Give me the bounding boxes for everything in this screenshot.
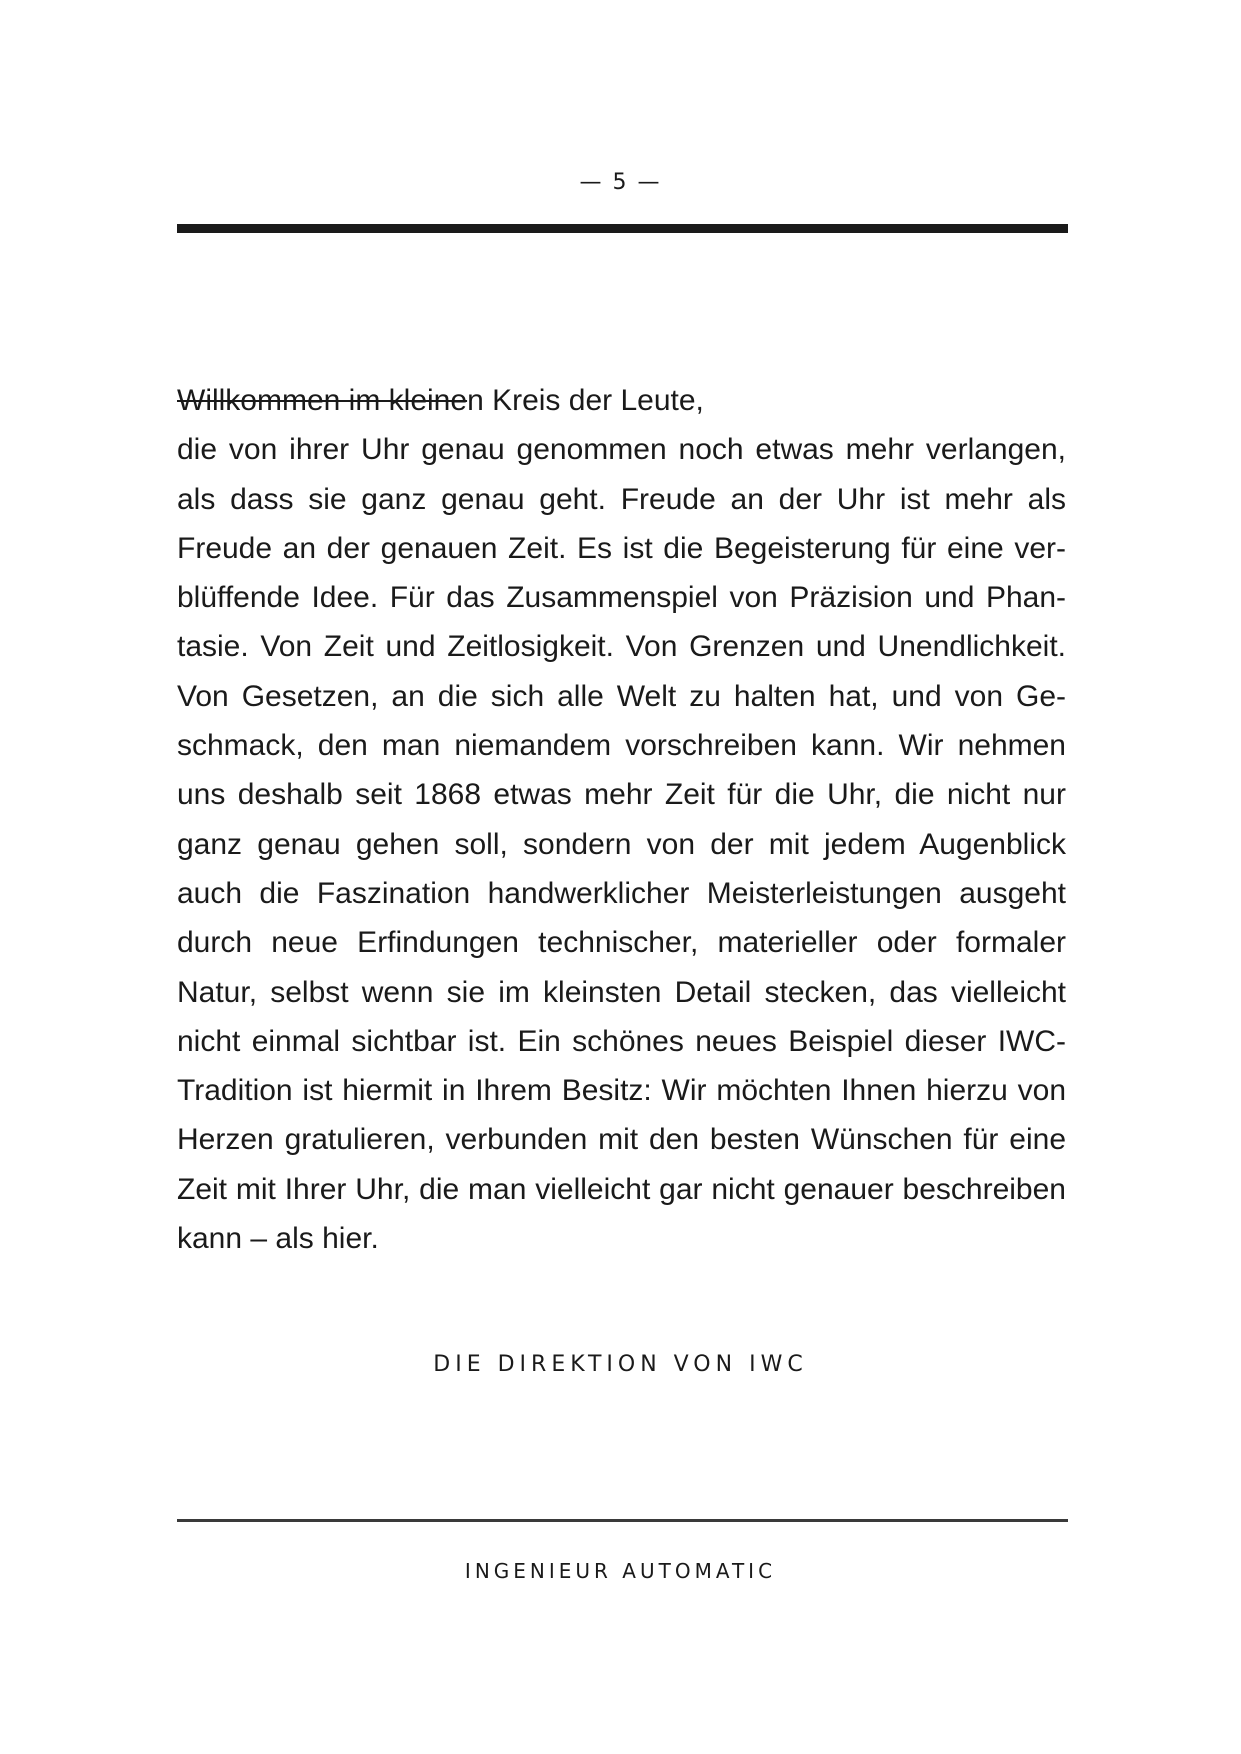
letter-line: nicht einmal sichtbar ist. Ein schönes neues Beispiel dieser IWC- [177, 1024, 1066, 1058]
letter-line: Herzen gratulieren, verbunden mit den besten Wünschen für eine [177, 1123, 1066, 1157]
top-divider [177, 224, 1068, 233]
letter-line: Freude an der genauen Zeit. Es ist die Begeisterung für eine ver- [177, 531, 1066, 565]
bottom-divider [177, 1519, 1068, 1522]
letter-line: Natur, selbst wenn sie im kleinsten Detail stecken, das vielleicht [177, 975, 1066, 1009]
letter-line-1-rest: n Kreis der Leute, [467, 384, 704, 417]
signature: DIE DIREKTION VON IWC [433, 1352, 808, 1377]
footer-model-name: INGENIEUR AUTOMATIC [464, 1559, 777, 1583]
letter-line: die von ihrer Uhr genau genommen noch etwas mehr verlangen, [177, 433, 1066, 467]
letter-line: tasie. Von Zeit und Zeitlosigkeit. Von Grenzen und Unendlichkeit. [177, 630, 1066, 664]
letter-line: Tradition ist hiermit in Ihrem Besitz: Wir möchten Ihnen hierzu von [177, 1074, 1066, 1108]
letter-line: Von Gesetzen, an die sich alle Welt zu halten hat, und von Ge- [177, 679, 1066, 713]
letter-line: durch neue Erfindungen technischer, materieller oder formaler [177, 926, 1066, 960]
letter-line: ganz genau gehen soll, sondern von der mit jedem Augenblick [177, 827, 1066, 861]
letter-line: blüffende Idee. Für das Zusammenspiel von Präzision und Phan- [177, 581, 1066, 615]
struck-text: Willkommen im kleine [177, 384, 468, 417]
letter-line: Zeit mit Ihrer Uhr, die man vielleicht gar nicht genauer beschreiben [177, 1172, 1066, 1206]
letter-line: schmack, den man niemandem vorschreiben kann. Wir nehmen [177, 729, 1066, 763]
letter-line: auch die Faszination handwerklicher Meisterleistungen ausgeht [177, 876, 1066, 910]
letter-line: uns deshalb seit 1868 etwas mehr Zeit für die Uhr, die nicht nur [177, 778, 1066, 812]
welcome-letter [177, 376, 1066, 1263]
letter-line-1 [177, 376, 1066, 425]
letter-line-last: kann – als hier. [177, 1222, 379, 1256]
page-number: — 5 — [579, 170, 662, 195]
letter-line: als dass sie ganz genau geht. Freude an der Uhr ist mehr als [177, 482, 1066, 516]
